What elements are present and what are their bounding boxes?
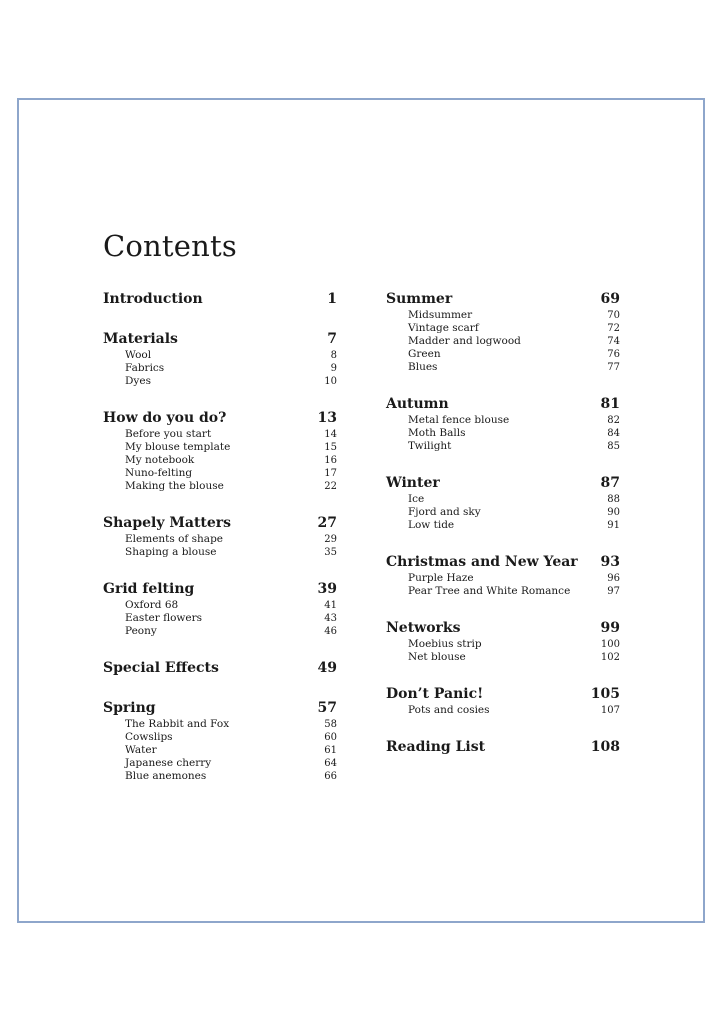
entry-page-number: 61 [324, 745, 337, 756]
section-title: Summer [386, 291, 453, 307]
toc-entry[interactable] [386, 335, 620, 348]
toc-entry[interactable] [386, 361, 620, 374]
toc-section-heading[interactable] [386, 289, 620, 309]
entry-title: Easter flowers [125, 612, 203, 624]
entry-page-number: 9 [330, 363, 337, 374]
entry-page-number: 17 [324, 468, 337, 479]
toc-column-right [386, 289, 620, 777]
toc-entry[interactable] [386, 651, 620, 664]
toc-entry[interactable] [386, 427, 620, 440]
entry-page-number: 14 [324, 429, 337, 440]
toc-section-heading[interactable] [103, 698, 337, 718]
entry-title: Shaping a blouse [125, 546, 217, 558]
entry-title: Pots and cosies [408, 704, 490, 716]
entry-title: Blue anemones [125, 770, 207, 782]
entry-page-number: 41 [324, 600, 337, 611]
entry-title: My blouse template [125, 441, 231, 453]
toc-section [386, 394, 620, 453]
toc-entry[interactable] [103, 718, 337, 731]
section-page-number: 99 [600, 620, 620, 636]
toc-entry[interactable] [386, 519, 620, 532]
entry-page-number: 85 [607, 441, 620, 452]
entry-title: Making the blouse [125, 480, 224, 492]
entry-page-number: 43 [324, 613, 337, 624]
toc-entry[interactable] [103, 375, 337, 388]
toc-entry[interactable] [103, 625, 337, 638]
toc-entry[interactable] [103, 480, 337, 493]
section-title: Introduction [103, 291, 203, 307]
entry-title: Oxford 68 [125, 599, 179, 611]
entry-page-number: 102 [600, 652, 620, 663]
toc-section [103, 579, 337, 638]
toc-section-heading[interactable] [103, 579, 337, 599]
entry-title: My notebook [125, 454, 195, 466]
entry-title: Peony [125, 625, 157, 637]
section-page-number: 27 [317, 515, 337, 531]
toc-section-heading[interactable] [103, 408, 337, 428]
toc-section-heading[interactable] [386, 473, 620, 493]
toc-section [103, 658, 337, 678]
entry-title: The Rabbit and Fox [125, 718, 230, 730]
entry-title: Ice [408, 493, 425, 505]
entry-title: Japanese cherry [125, 757, 212, 769]
section-title: Special Effects [103, 660, 219, 676]
entry-page-number: 10 [324, 376, 337, 387]
toc-entry[interactable] [386, 638, 620, 651]
toc-entry[interactable] [103, 757, 337, 770]
entry-title: Dyes [125, 375, 151, 387]
toc-entry[interactable] [103, 731, 337, 744]
entry-title: Cowslips [125, 731, 173, 743]
section-page-number: 57 [317, 700, 337, 716]
toc-section-heading[interactable] [103, 289, 337, 309]
entry-title: Fabrics [125, 362, 165, 374]
section-title: Don’t Panic! [386, 686, 484, 702]
entry-page-number: 91 [607, 520, 620, 531]
entry-page-number: 58 [324, 719, 337, 730]
toc-section [103, 698, 337, 783]
entry-title: Fjord and sky [408, 506, 481, 518]
toc-entry[interactable] [103, 599, 337, 612]
entry-title: Low tide [408, 519, 455, 531]
toc-section-heading[interactable] [103, 658, 337, 678]
toc-section [386, 552, 620, 598]
toc-entry[interactable] [103, 467, 337, 480]
toc-entry[interactable] [386, 309, 620, 322]
toc-entry[interactable] [386, 414, 620, 427]
toc-section-heading[interactable] [386, 737, 620, 757]
toc-section [103, 329, 337, 388]
section-page-number: 87 [600, 475, 620, 491]
toc-section-heading[interactable] [386, 552, 620, 572]
entry-title: Midsummer [408, 309, 473, 321]
entry-page-number: 100 [600, 639, 620, 650]
toc-entry[interactable] [103, 428, 337, 441]
entry-page-number: 22 [324, 481, 337, 492]
entry-title: Wool [125, 349, 152, 361]
toc-section [386, 618, 620, 664]
entry-title: Moth Balls [408, 427, 466, 439]
entry-page-number: 77 [607, 362, 620, 373]
section-page-number: 108 [590, 739, 620, 755]
toc-section-heading[interactable] [103, 329, 337, 349]
entry-page-number: 46 [324, 626, 337, 637]
entry-page-number: 82 [607, 415, 620, 426]
toc-entry[interactable] [386, 572, 620, 585]
section-title: Autumn [386, 396, 449, 412]
toc-entry[interactable] [103, 546, 337, 559]
entry-title: Water [125, 744, 157, 756]
entry-title: Purple Haze [408, 572, 474, 584]
toc-section [103, 513, 337, 559]
entry-page-number: 35 [324, 547, 337, 558]
section-title: Reading List [386, 739, 486, 755]
entry-page-number: 76 [607, 349, 620, 360]
toc-entry[interactable] [386, 348, 620, 361]
entry-page-number: 60 [324, 732, 337, 743]
toc-entry[interactable] [386, 704, 620, 717]
toc-entry[interactable] [103, 349, 337, 362]
section-page-number: 7 [327, 331, 337, 347]
section-page-number: 81 [600, 396, 620, 412]
section-page-number: 49 [317, 660, 337, 676]
section-page-number: 39 [317, 581, 337, 597]
toc-section-heading[interactable] [386, 394, 620, 414]
entry-page-number: 84 [607, 428, 620, 439]
entry-title: Elements of shape [125, 533, 224, 545]
toc-entry[interactable] [103, 441, 337, 454]
toc-entry[interactable] [103, 744, 337, 757]
entry-title: Vintage scarf [408, 322, 479, 334]
entry-page-number: 64 [324, 758, 337, 769]
section-title: Shapely Matters [103, 515, 232, 531]
toc-entry[interactable] [103, 770, 337, 783]
page-title: Contents [103, 229, 237, 263]
section-title: Spring [103, 700, 156, 716]
entry-page-number: 96 [607, 573, 620, 584]
toc-entry[interactable] [386, 440, 620, 453]
entry-title: Pear Tree and White Romance [408, 585, 571, 597]
entry-page-number: 29 [324, 534, 337, 545]
entry-page-number: 107 [600, 705, 620, 716]
entry-title: Nuno-felting [125, 467, 193, 479]
entry-title: Green [408, 348, 441, 360]
entry-title: Before you start [125, 428, 212, 440]
toc-entry[interactable] [386, 506, 620, 519]
entry-title: Madder and logwood [408, 335, 521, 347]
section-title: Networks [386, 620, 461, 636]
section-page-number: 69 [600, 291, 620, 307]
toc-entry[interactable] [386, 493, 620, 506]
entry-page-number: 8 [330, 350, 337, 361]
section-title: Materials [103, 331, 178, 347]
section-title: Christmas and New Year [386, 554, 578, 570]
entry-page-number: 15 [324, 442, 337, 453]
entry-page-number: 72 [607, 323, 620, 334]
toc-section-heading[interactable] [386, 684, 620, 704]
toc-entry[interactable] [103, 533, 337, 546]
entry-title: Twilight [408, 440, 452, 452]
toc-section [103, 289, 337, 309]
toc-entry[interactable] [386, 322, 620, 335]
entry-title: Blues [408, 361, 438, 373]
entry-title: Moebius strip [408, 638, 482, 650]
toc-entry[interactable] [103, 362, 337, 375]
entry-page-number: 70 [607, 310, 620, 321]
toc-section-heading[interactable] [386, 618, 620, 638]
entry-title: Metal fence blouse [408, 414, 510, 426]
toc-entry[interactable] [386, 585, 620, 598]
section-page-number: 1 [327, 291, 337, 307]
toc-section [386, 684, 620, 717]
entry-title: Net blouse [408, 651, 466, 663]
section-page-number: 93 [600, 554, 620, 570]
toc-section [386, 473, 620, 532]
section-page-number: 13 [317, 410, 337, 426]
toc-column-left [103, 289, 337, 803]
section-title: Winter [386, 475, 440, 491]
entry-page-number: 90 [607, 507, 620, 518]
entry-page-number: 74 [607, 336, 620, 347]
entry-page-number: 97 [607, 586, 620, 597]
section-title: How do you do? [103, 410, 227, 426]
toc-section [103, 408, 337, 493]
section-page-number: 105 [590, 686, 620, 702]
toc-entry[interactable] [103, 454, 337, 467]
toc-section [386, 289, 620, 374]
section-title: Grid felting [103, 581, 195, 597]
toc-section [386, 737, 620, 757]
toc-entry[interactable] [103, 612, 337, 625]
toc-section-heading[interactable] [103, 513, 337, 533]
entry-page-number: 16 [324, 455, 337, 466]
entry-page-number: 66 [324, 771, 337, 782]
entry-page-number: 88 [607, 494, 620, 505]
